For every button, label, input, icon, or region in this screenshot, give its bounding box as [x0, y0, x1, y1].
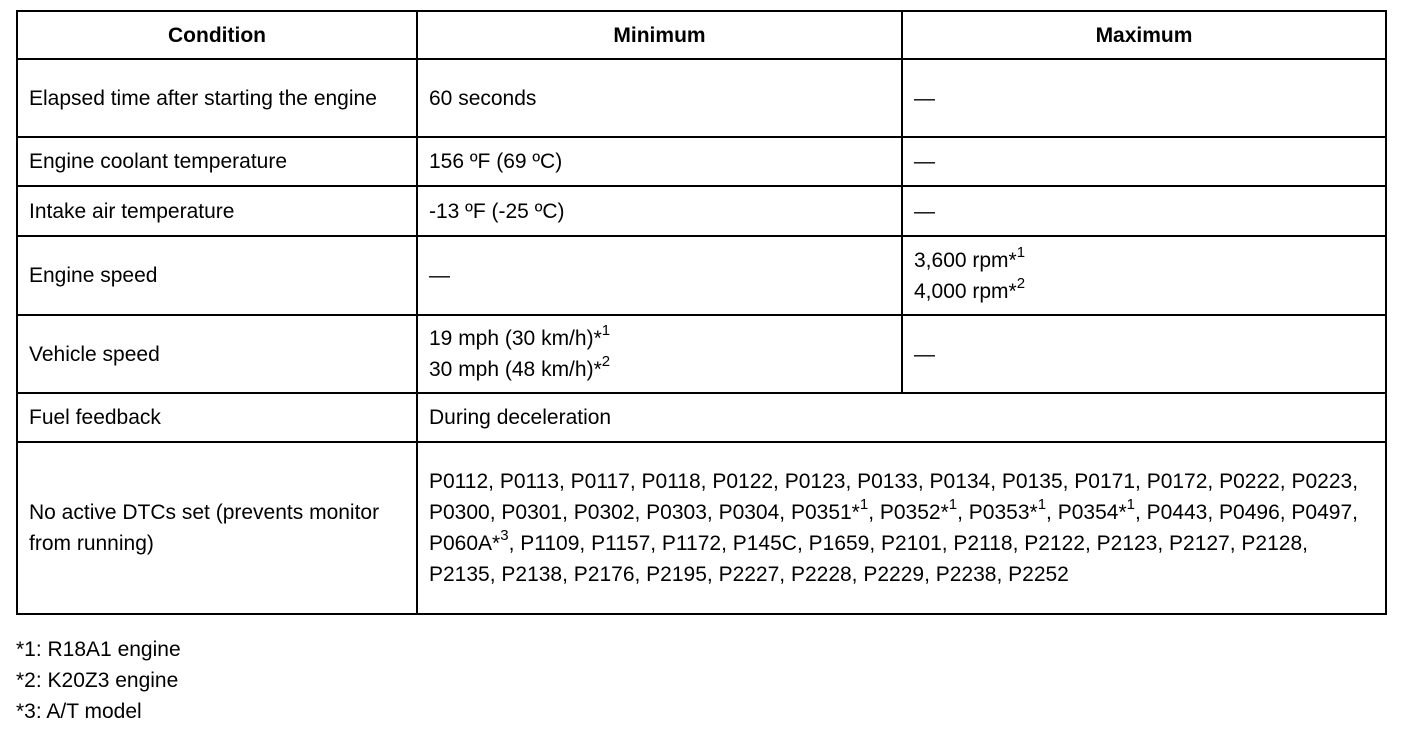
table-header-row — [17, 11, 1386, 59]
table-row — [17, 442, 1386, 614]
dtc-list-text: , P0443, P0496, P0497, P060A* — [429, 501, 1358, 555]
merged-value-cell: During deceleration — [417, 393, 1386, 442]
header-maximum: Maximum — [902, 11, 1386, 59]
minimum-line — [429, 323, 890, 354]
footnote: *3: A/T model — [16, 700, 142, 723]
maximum-cell: — — [902, 315, 1386, 393]
minimum-cell: — — [417, 236, 902, 315]
table-row — [17, 315, 1386, 393]
condition-cell: Vehicle speed — [17, 315, 417, 393]
maximum-value: 3,600 rpm* — [914, 248, 1017, 272]
footnote-ref: 1 — [1016, 243, 1026, 261]
table-row — [17, 59, 1386, 137]
dtc-list-text: , P1109, P1157, P1172, P145C, P1659, P2101, P2118, P2122, P2123, P2127, P2128, P2135, P2138, P2176, P2195, P2227, P2228, P2229, P2238, P2252 — [429, 532, 1308, 586]
dtc-list-text: , P0354* — [1046, 501, 1127, 524]
condition-cell: Engine coolant temperature — [17, 137, 417, 186]
footnote-ref: 1 — [601, 322, 611, 339]
maximum-value: 4,000 rpm* — [914, 279, 1017, 303]
footnote-ref: 2 — [1016, 274, 1026, 292]
footnote-ref: 1 — [859, 496, 869, 513]
maximum-cell — [902, 236, 1386, 315]
header-condition: Condition — [17, 11, 417, 59]
minimum-cell: 156 ºF (69 ºC) — [417, 137, 902, 186]
minimum-value: 19 mph (30 km/h)* — [429, 327, 602, 350]
footnote-ref: 1 — [1037, 496, 1047, 513]
condition-cell: Fuel feedback — [17, 393, 417, 442]
maximum-line — [914, 245, 1374, 276]
table-row — [17, 236, 1386, 315]
table-row — [17, 137, 1386, 186]
table-row — [17, 186, 1386, 236]
maximum-cell: — — [902, 186, 1386, 236]
condition-cell: Intake air temperature — [17, 186, 417, 236]
minimum-value: 30 mph (48 km/h)* — [429, 358, 602, 381]
footnote-ref: 1 — [948, 496, 958, 513]
table-row — [17, 393, 1386, 442]
header-minimum: Minimum — [417, 11, 902, 59]
dtc-list-cell — [417, 442, 1386, 614]
minimum-cell — [417, 315, 902, 393]
dtc-list-text: , P0353* — [957, 501, 1038, 524]
footnote-ref: 2 — [601, 353, 611, 370]
minimum-line — [429, 354, 890, 385]
footnote-ref: 3 — [500, 527, 509, 544]
minimum-cell: -13 ºF (-25 ºC) — [417, 186, 902, 236]
maximum-cell: — — [902, 137, 1386, 186]
condition-cell: No active DTCs set (prevents monitor from running) — [17, 442, 417, 614]
dtc-list-text: P0112, P0113, P0117, P0118, P0122, P0123, P0133, P0134, P0135, P0171, P0172, P0222, P0223, P0300, P0301, P0302, P0303, P0304, P0351* — [429, 470, 1359, 524]
footnotes — [16, 634, 181, 727]
condition-cell: Elapsed time after starting the engine — [17, 59, 417, 137]
footnote: *2: K20Z3 engine — [16, 669, 179, 692]
footnote-ref: 1 — [1126, 496, 1135, 513]
condition-cell: Engine speed — [17, 236, 417, 315]
maximum-line — [914, 276, 1374, 307]
maximum-cell: — — [902, 59, 1386, 137]
minimum-cell: 60 seconds — [417, 59, 902, 137]
footnote: *1: R18A1 engine — [16, 638, 181, 661]
conditions-table — [16, 10, 1387, 615]
dtc-list-text: , P0352* — [868, 501, 949, 524]
